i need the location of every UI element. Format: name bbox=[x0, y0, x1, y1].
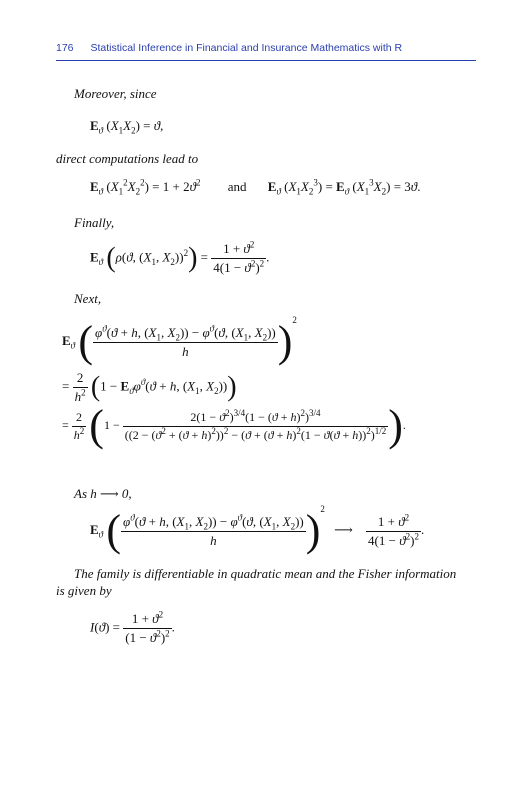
text-conclusion-line2: is given by bbox=[56, 583, 112, 598]
text-as-h: As h ⟶ 0, bbox=[74, 486, 132, 501]
equation-3: $E_ϑ$ (ρ(ϑ, ($X_1$, $X_2))^2$) = $\frac{1 + ϑ^2}{4(1 - ϑ^2)^2}$ . bbox=[90, 239, 270, 275]
equation-5: = $\frac{2}{h^2}$ ($1 - E_ϑ\varphi^ϑ(ϑ + h$, ($X_1$, $X_2$))) bbox=[62, 370, 237, 404]
text-direct-computations: direct computations lead to bbox=[56, 151, 199, 166]
text-next: Next, bbox=[74, 291, 102, 306]
text-finally: Finally, bbox=[74, 215, 115, 230]
text-conclusion-line1: The family is differentiable in quadratic mean and the Fisher information bbox=[74, 566, 457, 581]
equation-4: $E_ϑ$ ( $\frac{\varphi^ϑ(ϑ + h, (X_1, X_2)) - \varphi^ϑ(ϑ, (X_1, X_2))}{h}$ )$^2$ bbox=[62, 315, 297, 367]
equation-2-and: and bbox=[227, 179, 247, 194]
running-header bbox=[56, 42, 476, 54]
running-title: Statistical Inference in Financial and Insurance Mathematics with R bbox=[90, 42, 403, 54]
page-number: 176 bbox=[56, 42, 74, 54]
equation-2: $E_ϑ$ $(X_1^2X_2^2) = 1 + 2ϑ^2$ and $E_ϑ$ $(X_1X_2^3) = E_ϑ$ $(X_1^3X_2) = 3ϑ$. bbox=[90, 177, 421, 197]
equation-7: $E_ϑ$ ( $\frac{\varphi^ϑ(ϑ + h, (X_1, X_2)) - \varphi^ϑ(ϑ, (X_1, X_2))}{h}$ )$^2$ ⟶ $\frac{1 + ϑ^2}{4(1 - ϑ^2)^2}$ . bbox=[90, 504, 425, 556]
header-rule bbox=[56, 60, 476, 61]
equation-8: I(ϑ) = $\frac{1 + ϑ^2}{(1 - ϑ^2)^2}$ . bbox=[90, 609, 175, 645]
text-moreover-since: Moreover, since bbox=[74, 86, 157, 101]
equation-6: = $\frac{2}{h^2}$ (1 − $\frac{2(1 - ϑ^2)^{3/4}(1 - (ϑ + h)^2)^{3/4}}{((2 - (ϑ^2 + (ϑ + h)^2))^2 - (ϑ + (ϑ + h)^2(1 - ϑ(ϑ + h))^2)^{1/2}}$ ). bbox=[62, 401, 406, 450]
equation-1: $E_ϑ$ $(X_1X_2) = ϑ$, bbox=[90, 118, 164, 136]
